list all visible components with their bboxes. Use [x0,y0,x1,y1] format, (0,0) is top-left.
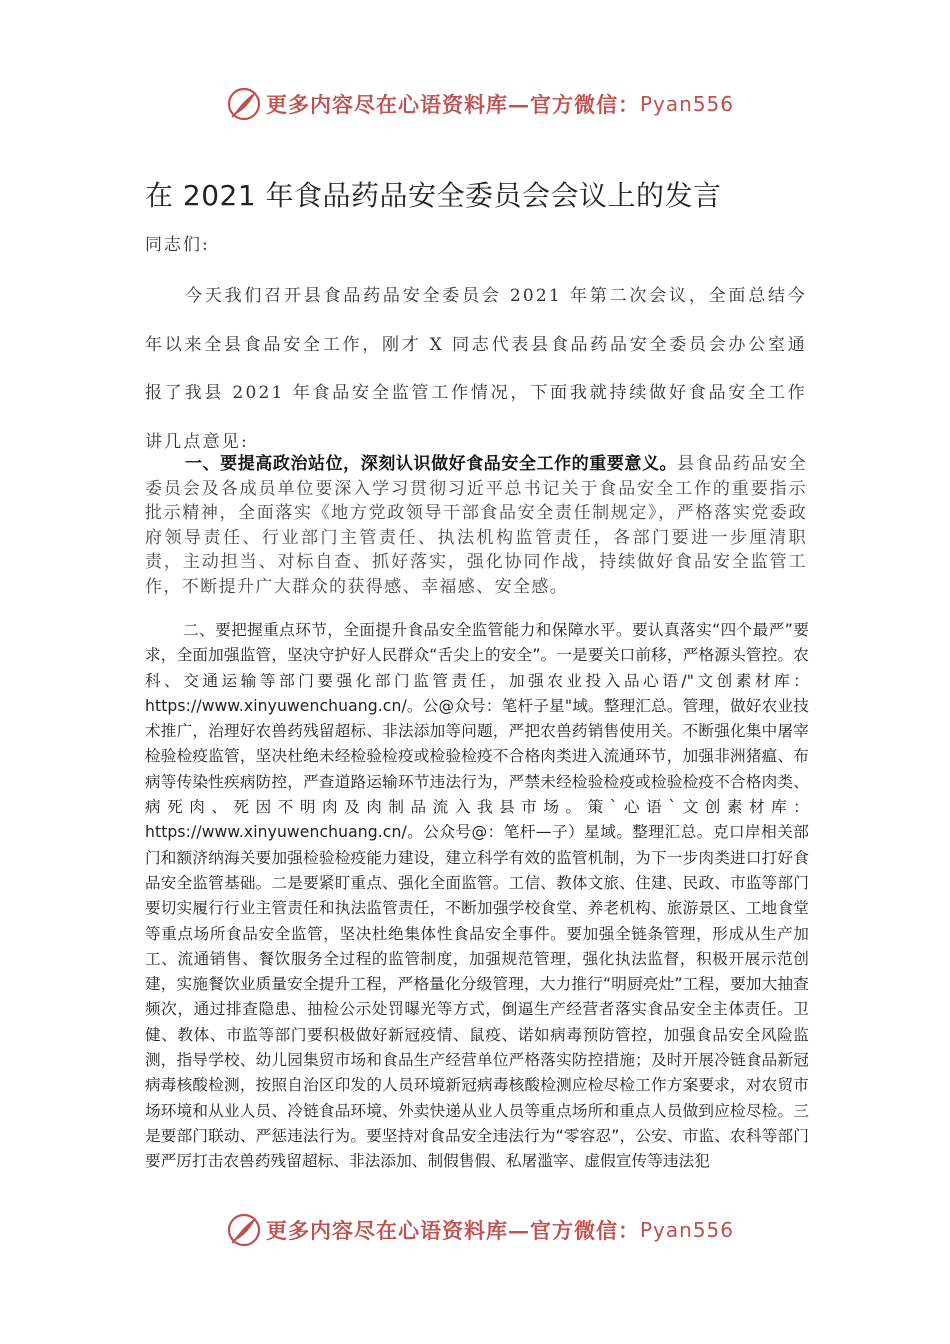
feather-pen-logo-icon [226,1212,262,1248]
footer-watermark-banner [226,1212,746,1248]
document-title: 在 2021 年食品药品安全委员会会议上的发言 [145,179,722,212]
banner-wechat-label: 官方微信： [530,1218,640,1243]
banner-text: 更多内容尽在心语资料库 [266,1218,508,1243]
section-1-heading: 一、要提高政治站位，深刻认识做好食品安全工作的重要意义。 [185,454,678,474]
greeting: 同志们: [145,235,210,255]
feather-pen-logo-icon [226,86,262,122]
intro-paragraph: 今天我们召开县食品药品安全委员会 2021 年第二次会议，全面总结今年以来全县食品安全工作，刚才 X 同志代表县食品药品安全委员会办公室通报了我县 2021 年食品安全监管工作情况，下面我就持续做好食品安全工作讲几点意见: [145,286,807,452]
section-1-paragraph [145,452,807,599]
header-watermark-banner [226,86,746,122]
banner-separator: — [508,1217,530,1243]
section-2-paragraph: 二、要把握重点环节，全面提升食品安全监管能力和保障水平。要认真落实“四个最严”要求，全面加强监管，坚决守护好人民群众“舌尖上的安全”。一是要关口前移，严格源头管控。农科、交通运输等部门要强化部门监管责任，加强农业投入品心语/"文创素材库：https://www.xinyuwenchuang.cn/。公@众号：笔杆子星"域。整理汇总。管理，做好农业技术推广，治理好农兽药残留超标、非法添加等问题，严把农兽药销售使用关。不断强化集中屠宰检验检疫监管，坚决杜绝未经检验检疫或检验检疫不合格肉类进入流通环节，加强非洲猪瘟、布病等传染性疾病防控，严查道路运输环节违法行为，严禁未经检验检疫或检验检疫不合格肉类、病死肉、死因不明肉及肉制品流入我县市场。策`心语`文创素材库：https://www.xinyuwenchuang.cn/。公众号@：笔杆—子）星域。整理汇总。克口岸相关部门和额济纳海关要加强检验检疫能力建设，建立科学有效的监管机制，为下一步肉类进口打好食品安全监管基础。二是要紧盯重点、强化全面监管。工信、教体文旅、住建、民政、市监等部门要切实履行行业主管责任和执法监管责任，不断加强学校食堂、养老机构、旅游景区、工地食堂等重点场所食品安全监管，坚决杜绝集体性食品安全事件。要加强全链条管理，形成从生产加工、流通销售、餐饮服务全过程的监管制度，加强规范管理，强化执法监督，积极开展示范创建，实施餐饮业质量安全提升工程，严格量化分级管理，大力推行“明厨亮灶”工程，要加大抽查频次，通过排查隐患、抽检公示处罚曝光等方式，倒逼生产经营者落实食品安全主体责任。卫健、教体、市监等部门要积极做好新冠疫情、鼠疫、诺如病毒预防管控，加强食品安全风险监测，指导学校、幼儿园集贸市场和食品生产经营单位严格落实防控措施；及时开展冷链食品新冠病毒核酸检测，按照自治区印发的人员环境新冠病毒核酸检测应检尽检工作方案要求，对农贸市场环境和从业人员、冷链食品环境、外卖快递从业人员等重点场所和重点人员做到应检尽检。三是要部门联动、严惩违法行为。要坚持对食品安全违法行为“零容忍”，公安、市监、农科等部门要严厉打击农兽药残留超标、非法添加、制假售假、私屠滥宰、虚假宣传等违法犯 [145,621,809,1171]
banner-wechat-label: 官方微信： [530,92,640,117]
section-1-body: 县食品药品安全委员会及各成员单位要深入学习贯彻习近平总书记关于食品安全工作的重要指示批示精神，全面落实《地方党政领导干部食品安全责任制规定》，严格落实党委政府领导责任、行业部门主管责任、执法机构监管责任，各部门要进一步厘清职责，主动担当、对标自查、抓好落实，强化协同作战，持续做好食品安全监管工作，不断提升广大群众的获得感、幸福感、安全感。 [145,454,807,597]
banner-wechat-id: Pyan556 [640,1218,735,1242]
banner-text: 更多内容尽在心语资料库 [266,92,508,117]
banner-separator: — [508,91,530,117]
banner-wechat-id: Pyan556 [640,92,735,116]
